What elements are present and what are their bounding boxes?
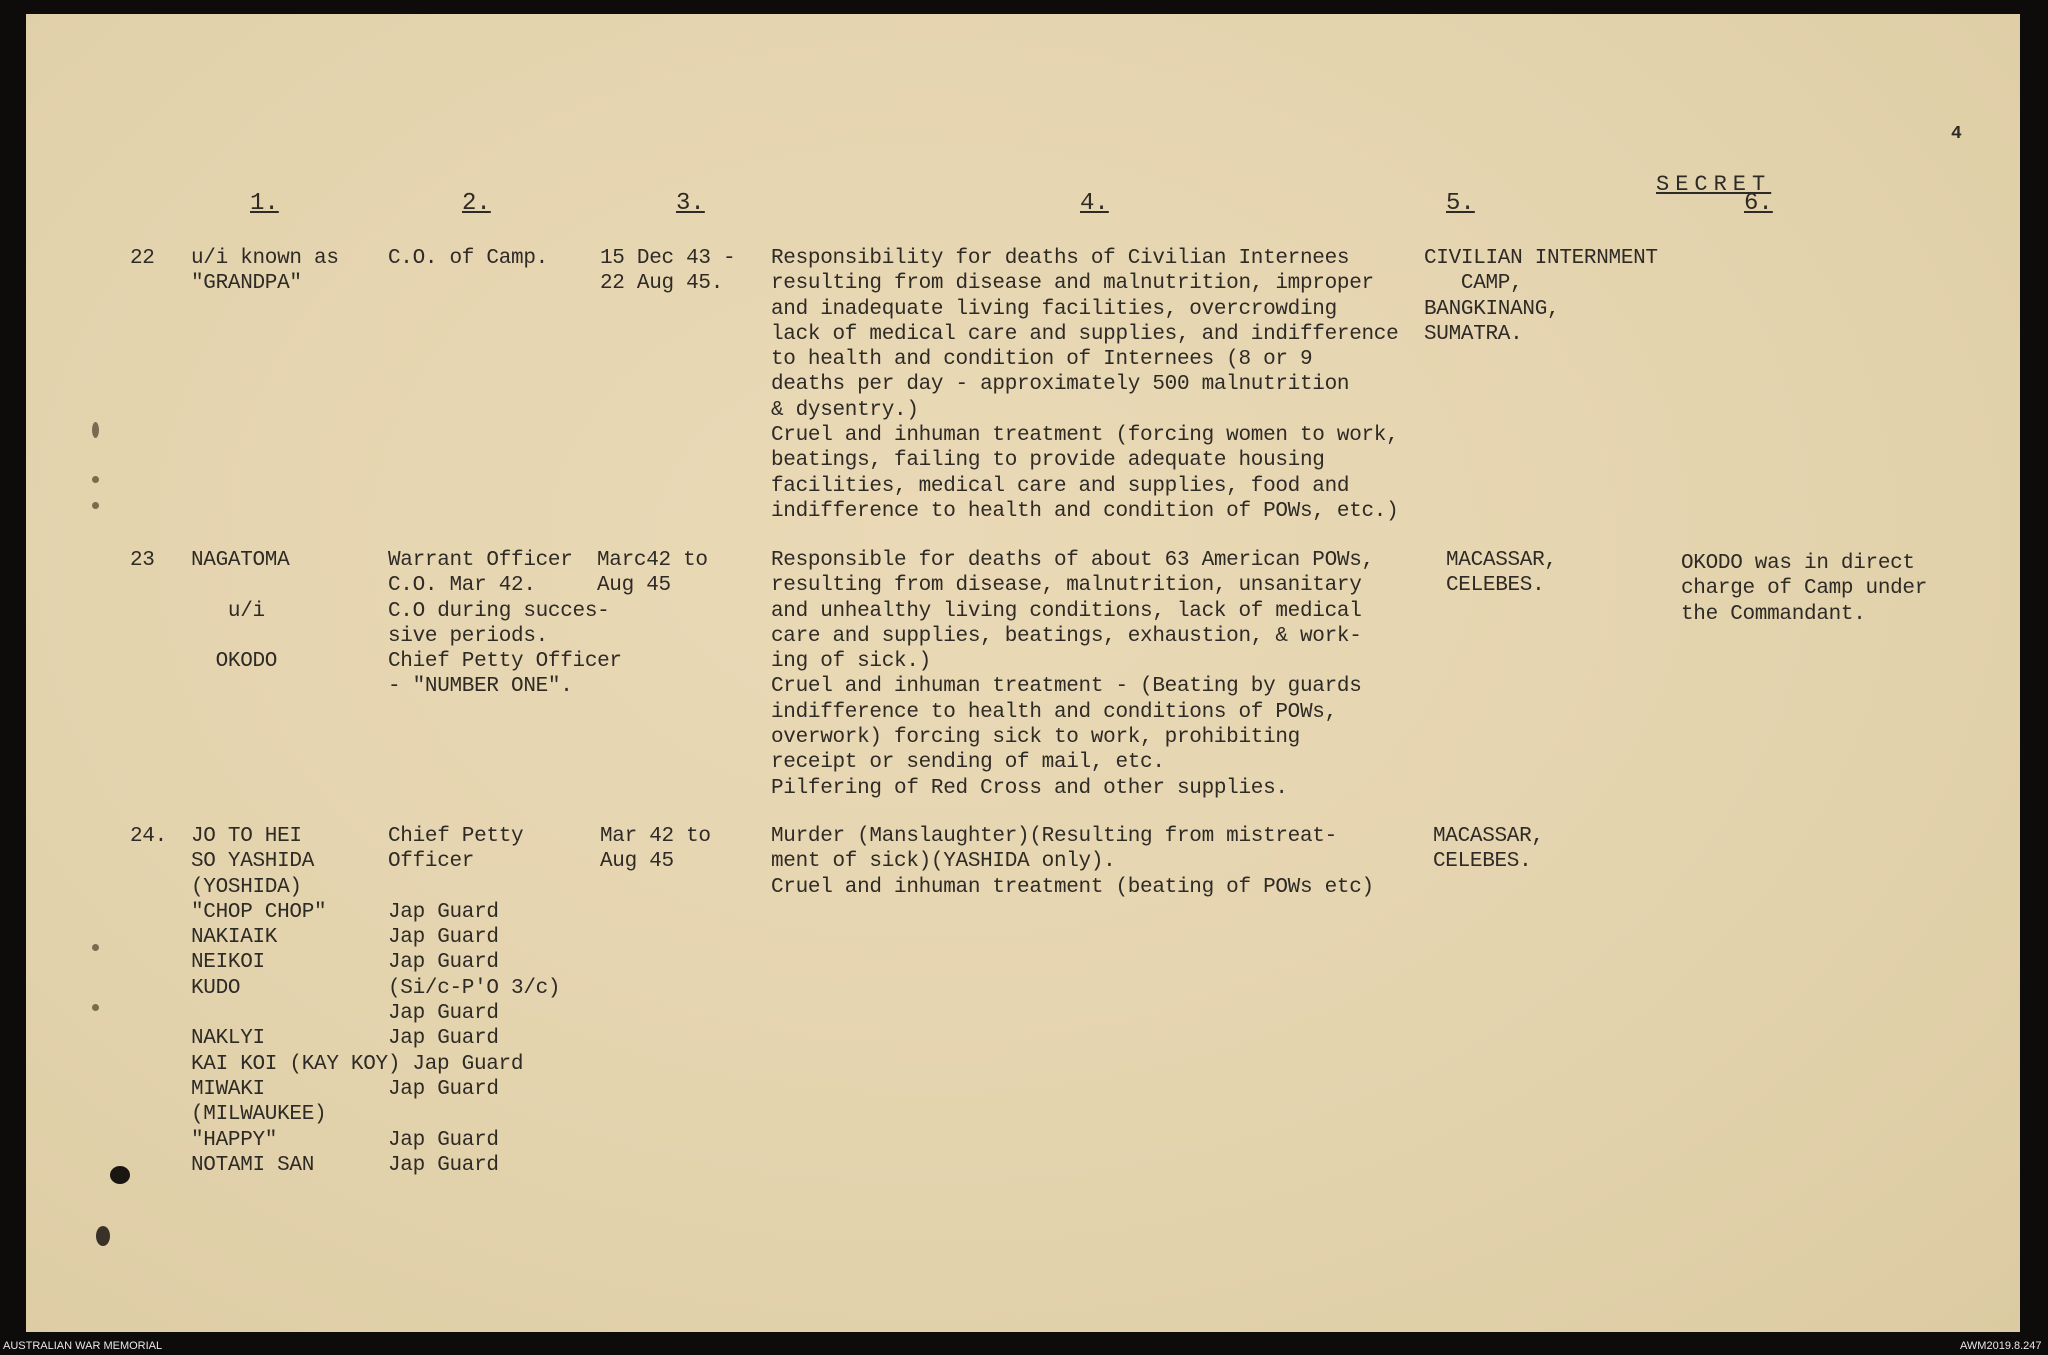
- accused-names: NAGATOMA u/i OKODO: [191, 549, 290, 674]
- period: Marc42 to Aug 45: [597, 549, 708, 598]
- rank-unit: Chief Petty Officer Jap Guard Jap Guard Jap Guard (Si/c-P'O 3/c) Jap Guard Jap Guard Jap Guard Jap Guard Jap Guard: [388, 825, 561, 1177]
- torn-hole-icon: [110, 1166, 130, 1184]
- remarks: OKODO was in direct charge of Camp under the Commandant.: [1681, 552, 1928, 626]
- column-header-2: 2.: [462, 190, 491, 217]
- accused-names: u/i known as "GRANDPA": [191, 247, 339, 296]
- footer-accession-number: AWM2019.8.247: [1960, 1340, 2042, 1352]
- place: MACASSAR, CELEBES.: [1433, 825, 1544, 874]
- column-header-5: 5.: [1446, 190, 1475, 217]
- staple-hole-icon: [92, 944, 99, 951]
- column-header-6: 6.: [1744, 190, 1773, 217]
- document-page: [26, 14, 2020, 1332]
- row-number: 22: [130, 247, 155, 270]
- place: CIVILIAN INTERNMENT CAMP, BANGKINANG, SUMATRA.: [1424, 247, 1658, 346]
- row-number: 24.: [130, 825, 167, 848]
- rank-unit: Warrant Officer C.O. Mar 42. C.O during succes- sive periods. Chief Petty Officer - "NUMBER ONE".: [388, 549, 622, 699]
- footer-source: AUSTRALIAN WAR MEMORIAL: [3, 1340, 163, 1352]
- torn-hole-icon: [96, 1226, 110, 1246]
- accused-names: JO TO HEI SO YASHIDA (YOSHIDA) "CHOP CHOP" NAKIAIK NEIKOI KUDO NAKLYI KAI KOI (KAY KOY) Jap Guard MIWAKI (MILWAUKEE) "HAPPY" NOTAMI SAN: [191, 825, 524, 1177]
- staple-hole-icon: [92, 1004, 99, 1011]
- rank-unit: C.O. of Camp.: [388, 247, 548, 270]
- classification-stamp: SECRET: [1656, 172, 1772, 197]
- staple-hole-icon: [92, 422, 99, 438]
- offence-description: Murder (Manslaughter)(Resulting from mistreat- ment of sick)(YASHIDA only). Cruel and inhuman treatment (beating of POWs etc): [771, 825, 1374, 899]
- place: MACASSAR, CELEBES.: [1446, 549, 1557, 598]
- offence-description: Responsibility for deaths of Civilian Internees resulting from disease and malnutrition, improper and inadequate living facilities, overcrowding lack of medical care and supplies, and indifference to health and condition of Internees (8 or 9 deaths per day - approximately 500 malnutrition & dysentry.) Cruel and inhuman treatment (forcing women to work, beatings, failing to provide adequate housing facilities, medical care and supplies, food and indifference to health and condition of POWs, etc.): [771, 247, 1399, 523]
- column-header-3: 3.: [676, 190, 705, 217]
- period: 15 Dec 43 - 22 Aug 45.: [600, 247, 736, 296]
- offence-description: Responsible for deaths of about 63 American POWs, resulting from disease, malnutrition, unsanitary and unhealthy living conditions, lack of medical care and supplies, beatings, exhaustion, & work- ing of sick.) Cruel and inhuman treatment - (Beating by guards indifference to health and conditions of POWs, overwork) forcing sick to work, prohibiting receipt or sending of mail, etc. Pilfering of Red Cross and other supplies.: [771, 549, 1374, 800]
- period: Mar 42 to Aug 45: [600, 825, 711, 874]
- page-number: 4: [1951, 124, 1962, 144]
- staple-hole-icon: [92, 502, 99, 509]
- column-header-1: 1.: [250, 190, 279, 217]
- row-number: 23: [130, 549, 155, 572]
- column-header-4: 4.: [1080, 190, 1109, 217]
- staple-hole-icon: [92, 476, 99, 483]
